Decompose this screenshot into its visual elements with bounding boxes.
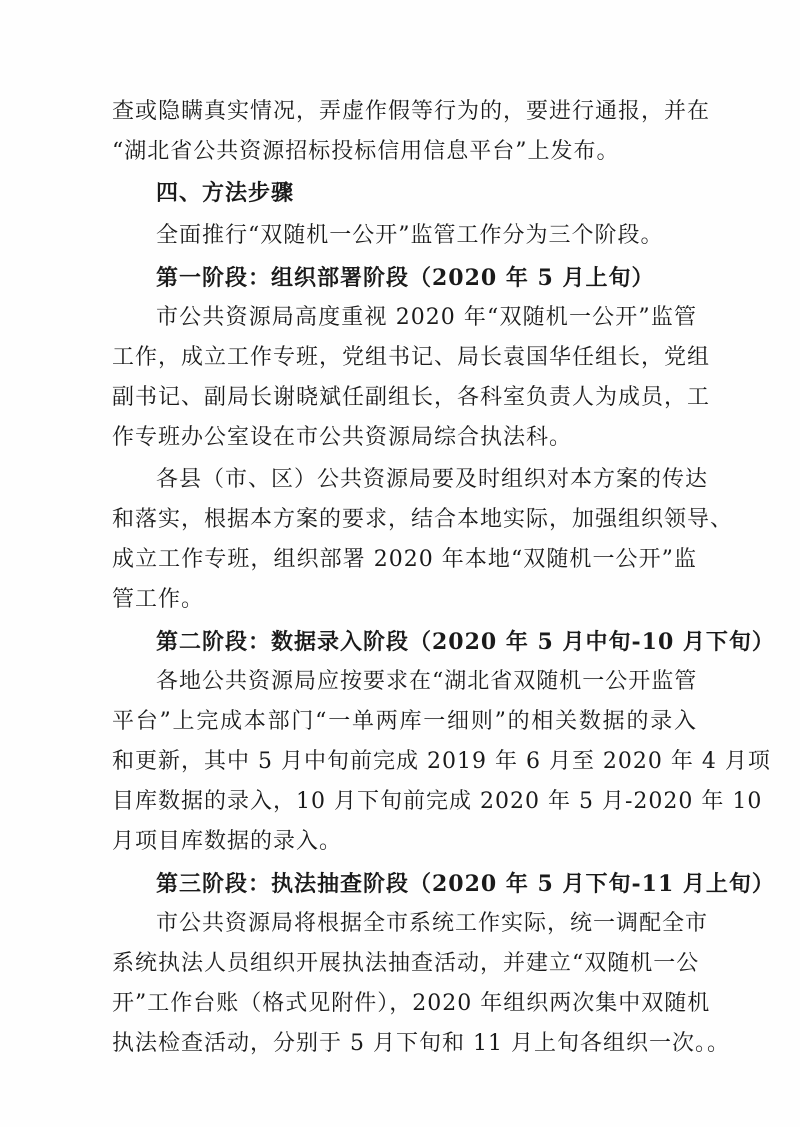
body-text-line: 和落实，根据本方案的要求，结合本地实际，加强组织领导、 bbox=[112, 507, 734, 532]
body-text-line: 市公共资源局高度重视 2020 年“双随机一公开”监管 bbox=[156, 305, 697, 330]
body-text-line: 查或隐瞒真实情况，弄虚作假等行为的，要进行通报，并在 bbox=[112, 99, 711, 124]
body-text-line: 作专班办公室设在市公共资源局综合执法科。 bbox=[112, 425, 573, 450]
body-text-line: 平台”上完成本部门“一单两库一细则”的相关数据的录入 bbox=[112, 709, 697, 734]
body-text-line: 市公共资源局将根据全市系统工作实际，统一调配全市 bbox=[156, 911, 709, 936]
stage3-heading: 第三阶段：执法抽查阶段（2020 年 5 月下旬-11 月上旬） bbox=[156, 871, 775, 897]
document-body bbox=[112, 92, 775, 1064]
body-text-line: 目库数据的录入，10 月下旬前完成 2020 年 5 月-2020 年 10 bbox=[112, 789, 763, 814]
section-heading: 四、方法步骤 bbox=[156, 181, 295, 206]
body-text-line: 系统执法人员组织开展执法抽查活动，并建立“双随机一公 bbox=[112, 951, 700, 976]
body-text-line: 月项目库数据的录入。 bbox=[112, 829, 343, 854]
intro-text: 全面推行“双随机一公开”监管工作分为三个阶段。 bbox=[156, 223, 664, 248]
body-text-line: 成立工作专班，组织部署 2020 年本地“双随机一公开”监 bbox=[112, 547, 697, 572]
body-text-line: 各地公共资源局应按要求在“湖北省双随机一公开监管 bbox=[156, 669, 698, 694]
body-text-line: 和更新，其中 5 月中旬前完成 2019 年 6 月至 2020 年 4 月项 bbox=[112, 749, 771, 774]
body-text-line: 各县（市、区）公共资源局要及时组织对本方案的传达 bbox=[156, 467, 709, 492]
stage2-heading: 第二阶段：数据录入阶段（2020 年 5 月中旬-10 月下旬） bbox=[156, 629, 775, 655]
stage1-heading: 第一阶段：组织部署阶段（2020 年 5 月上旬） bbox=[156, 265, 655, 291]
body-text-line: 管工作。 bbox=[112, 587, 205, 612]
body-text-line: “湖北省公共资源招标投标信用信息平台”上发布。 bbox=[112, 139, 620, 164]
body-text-line: 工作，成立工作专班，党组书记、局长袁国华任组长，党组 bbox=[112, 345, 711, 370]
body-text-line: 执法检查活动，分别于 5 月下旬和 11 月上旬各组织一次。。 bbox=[112, 1031, 730, 1056]
body-text-line: 开”工作台账（格式见附件），2020 年组织两次集中双随机 bbox=[112, 991, 711, 1016]
body-text-line: 副书记、副局长谢晓斌任副组长，各科室负责人为成员，工 bbox=[112, 385, 711, 410]
